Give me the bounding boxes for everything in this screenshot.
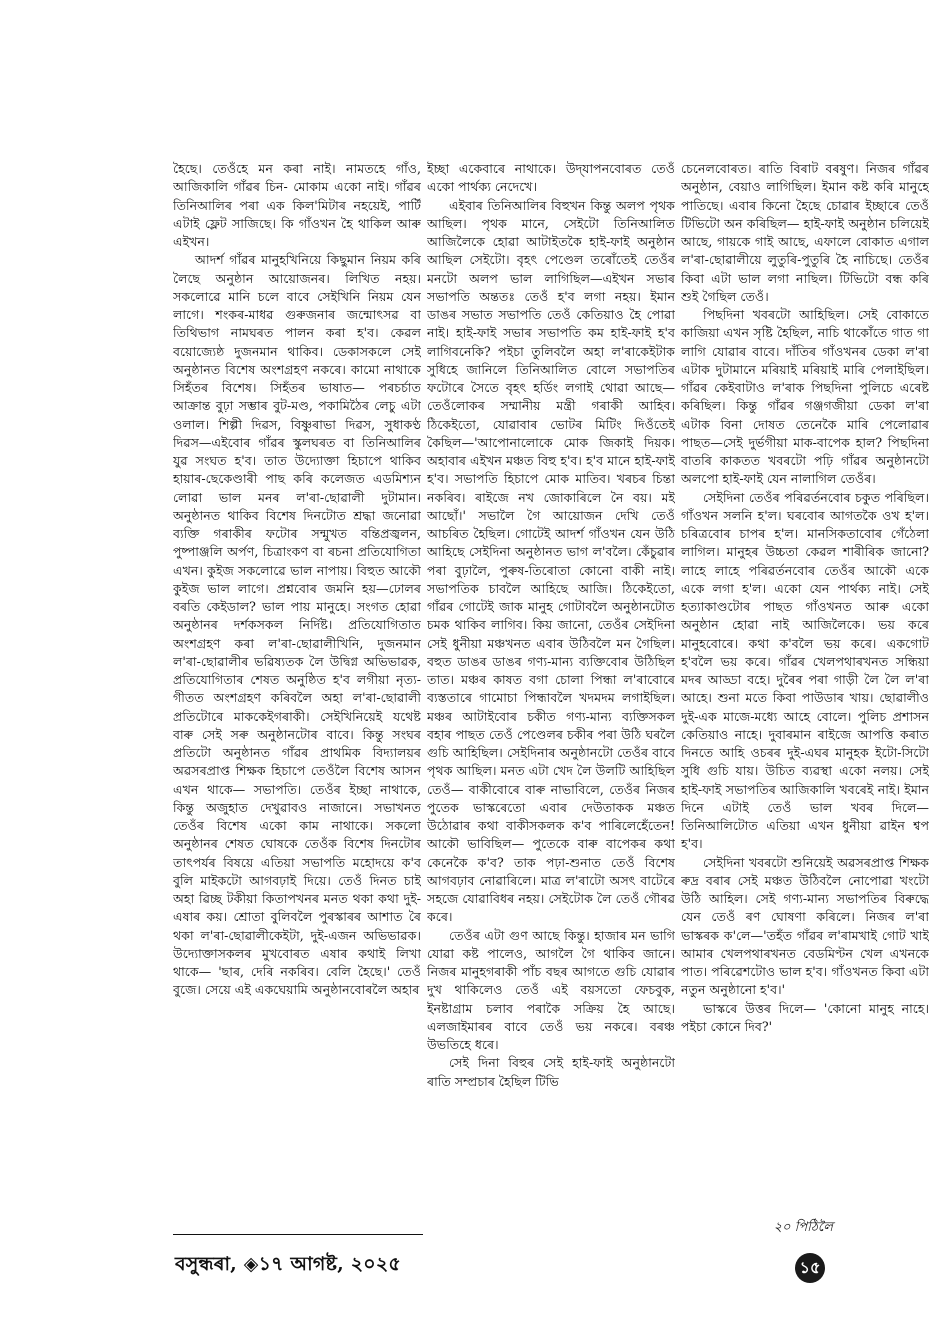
paragraph: এইবাৰ তিনিআলিৰ বিহুখন কিন্তু অলপ পৃথক আছিল। পৃথক মানে, সেইটো তিনিআলিত আজিলৈকে হোৱা আটাইতকৈ হাই-ফাই অনুষ্ঠান আছিল সেইটো। বৃহৎ পেণ্ডেল তৰোঁতেই তেওঁৰ মনটো অলপ ভাল লাগিছিল—এইখন সভাৰ সভাপতি অন্ততঃ তেওঁ হ'ব লগা নহয়। ইমান ডাঙৰ সভাত সভাপতি তেওঁ কেতিয়াও হৈ পোৱা নাই। হাই-ফাই সভাৰ সভাপতি কম হাই-ফাই হ'ব লাগিবনেকি? পইচা তুলিবলৈ অহা ল'ৰাকেইটাক সুধিহে জানিলে তিনিআলিত বোলে সভাপতিৰ ফটোৰে সৈতে বৃহৎ হৰ্ডিং লগাই থোৱা আছে—তেওঁলোকৰ সম্মানীয় মন্ত্ৰী গৰাকী আহিব। ঠিকেইতো, যোৱাবাৰ ভোটৰ মিটিং দিওঁতেই কৈছিল—'আপোনালোকে মোক জিকাই দিয়ক। অহাবাৰ এইখন মঞ্চত বিহু হ'ব। হ'ব মানে হাই-ফাই হ'ব। সভাপতি হিচাপে মোক মাতিব। খৰচৰ চিন্তা নকৰিব। ৰাইজে নখ জোকাৰিলে নৈ বয়। মই আছোঁ।' সভালৈ গৈ আয়োজন দেখি তেওঁ আচৰিত হৈছিল। গোটেই আদৰ্শ গাঁওখন যেন উঠি আহিছে সেইদিনা অনুষ্ঠানত ভাগ ল'বলৈ। কেঁচুৱাৰ পৰা বুঢ়ালৈ, পুৰুষ-তিৰোতা কোনো বাকী নাই। সভাপতিক চাবলৈ আহিছে আজি। ঠিকেইতো, গাঁৱৰ গোটেই জাক মানুহ গোটাবলৈ অনুষ্ঠানটোত চমক থাকিব লাগিব। কিয় জানো, তেওঁৰ সেইদিনা সেই ধুনীয়া মঞ্চখনত এবাৰ উঠিবলৈ মন গৈছিল। বহুত ডাঙৰ ডাঙৰ গণ্য-মান্য ব্যক্তিবোৰ উঠিছিল তাত। মঞ্চৰ কাষত বগা চোলা পিন্ধা ল'ৰাবোৰে ব্যস্ততাৰে গামোচা পিন্ধাবলৈ খদমদম লগাইছিল। মঞ্চৰ আটাইবোৰ চকীত গণ্য-মান্য ব্যক্তিসকল বহাৰ পাছত তেওঁ পেণ্ডেলৰ চকীৰ পৰা উঠি ঘৰলৈ গুচি আহিছিল। সেইদিনাৰ অনুষ্ঠানটো তেওঁৰ বাবে পৃথক আছিল। মনত এটা খেদ লৈ উলটি আহিছিল তেওঁ— বাকীবোৰে বাৰু নাভাবিলে, তেওঁৰ নিজৰ পুতেক ভাস্কৰেতো এবাৰ দেউতাকক মঞ্চত উঠোৱাৰ কথা বাকীসকলক ক'ব পাৰিলেহেঁতেন! আকৌ ভাবিছিল— পুতেকে বাৰু বাপেকৰ কথা কেনেকৈ ক'ব? তাক পঢ়া-শুনাত তেওঁ বিশেষ আগবঢ়াব নোৱাৰিলে। মাত্ৰ ল'ৰাটো অসৎ বাটেৰে সহজে যোৱাবিধৰ নহয়। সেইটোক লৈ তেওঁ গৌৰৱ কৰে।	[427, 197, 675, 925]
paragraph: হৈছে। তেওঁহে মন কৰা নাই। নামতহে গাঁও, আজিকালি গাঁৱৰ চিন- মোকাম একো নাই। গাঁৱৰ তিনিআলিৰ পৰা এক কিল'মিটাৰ নহয়েই, পাৰ্টি এটাই ফ্লেট সাজিছে। কি গাঁওখন হৈ থাকিল আৰু এইখন।	[173, 161, 421, 249]
paragraph: সেই দিনা বিহুৰ সেই হাই-ফাই অনুষ্ঠানটো ৰাতি সম্প্ৰচাৰ হৈছিল টিভি	[427, 1055, 675, 1089]
paragraph: ভাস্কৰে উত্তৰ দিলে— 'কোনো মানুহ নাহে। পইচা কোনে দিব?'	[681, 1000, 929, 1034]
footer-rule	[173, 1234, 423, 1235]
paragraph: সেইদিনা খবৰটো শুনিয়েই অৱসৰপ্ৰাপ্ত শিক্ষক ৰুদ্ৰ বৰাৰ সেই মঞ্চত উঠিবলৈ নোপোৱা খংটো উঠি আহিল। সেই গণ্য-মান্য সভাপতিৰ বিৰুদ্ধে যেন তেওঁ ৰণ ঘোষণা কৰিলে। নিজৰ ল'ৰা ভাস্কৰক ক'লে—'তহঁত গাঁৱৰ ল'ৰামখাই গোট খাই আমাৰ খেলপথাৰখনত বেডমিণ্টন খেল এখনকে পাত। পৰিৱেশটোও ভাল হ'ব। গাঁওখনত কিবা এটা নতুন অনুষ্ঠানো হ'ব।'	[681, 854, 929, 998]
text-column-3	[681, 160, 929, 1228]
continued-on-label: ২০ পিঠিলৈ	[773, 1220, 833, 1235]
text-column-2	[427, 160, 675, 1228]
paragraph: সেইদিনা তেওঁৰ পৰিৱৰ্তনবোৰ চকুত পৰিছিল। গাঁওখন সলনি হ'ল। ঘৰবোৰ আগতকৈ ওখ হ'ল। চৰিত্ৰবোৰ চাপৰ হ'ল। মানসিকতাবোৰ গেঁঠেলা লাগিল। মানুহৰ উচ্চতা কেৱল শাৰীৰিক জানো? লাহে লাহে পৰিৱৰ্তনবোৰ তেওঁৰ আকৌ একে একে লগা হ'ল। একো যেন পাৰ্থক্য নাই। সেই হত্যাকাণ্ডটোৰ পাছত গাঁওখনত আৰু একো অনুষ্ঠান হোৱা নাই আজিলৈকে। ভয় কৰে মানুহবোৰে। কথা ক'বলৈ ভয় কৰে। একগোট হ'বলৈ ভয় কৰে। গাঁৱৰ খেলপথাৰখনত সন্ধিয়া মদৰ আড্ডা বহে। দুৰৈৰ পৰা গাড়ী লৈ লৈ ল'ৰা আহে। শুনা মতে কিবা পাউডাৰ খায়। ছোৱালীও দুই-এক মাজে-মধ্যে আহে বোলে। পুলিচ প্ৰশাসন কেতিয়াও নাহে। দুবাৰমান ৰাইজে আপত্তি কৰাত দিনতে আহি ওচৰৰ দুই-এঘৰ মানুহক ইটো-সিটো সুধি গুচি যায়। উচিত ব্যৱস্থা একো নলয়। সেই হাই-ফাই সভাপতিৰ আজিকালি খবৰেই নাই। ইমান দিনে এটাই তেওঁ ভাল খবৰ দিলে— তিনিআলিটোত এতিয়া এখন ধুনীয়া ৱাইন শ্বপ হ'ব।	[681, 489, 929, 852]
footer-masthead: বসুন্ধৰা, ◈১৭ আগষ্ট, ২০২৫	[175, 1253, 401, 1275]
text-column-1	[173, 160, 421, 1228]
paragraph: আদৰ্শ গাঁৱৰ মানুহখিনিয়ে কিছুমান নিয়ম কৰি লৈছে অনুষ্ঠান আয়োজনৰ। লিখিত নহয়। সকলোৱে মানি চলে বাবে সেইখিনি নিয়ম যেন লাগে। শংকৰ-মাধৱ গুৰুজনাৰ জন্মোৎসৱ বা তিথিভাগ নামঘৰত পালন কৰা হ'ব। কেৱল বয়োজ্যেষ্ঠ দুজনমান থাকিব। ডেকাসকলে সেই অনুষ্ঠানত বিশেষ অংশগ্ৰহণ নকৰে। কামো নাথাকে সিহঁতৰ বিশেষ। সিহঁতৰ ভাষাত— পৰচৰ্চাত আক্ৰান্ত বুঢ়া সম্ভাৰ বুট-মণ্ড, পকামিঠৈৰ লেচু এটা ওলাল। শিল্পী দিৱস, বিষ্ণুৰাভা দিৱস, সুধাকণ্ঠ দিৱস—এইবোৰ গাঁৱৰ স্কুলঘৰত বা তিনিআলিৰ যুৱ সংঘত হ'ব। তাত উদ্যোক্তা হিচাপে থাকিব হায়াৰ-ছেকেণ্ডাৰী পাছ কৰি কলেজত এডমিশ্যন লোৱা ভাল মনৰ ল'ৰা-ছোৱালী দুটামান। অনুষ্ঠানত থাকিব বিশেষ দিনটোত শ্ৰদ্ধা জনোৱা ব্যক্তি গৰাকীৰ ফটোৰ সন্মুখত বন্তিপ্ৰজ্বলন, পুষ্পাঞ্জলি অৰ্পণ, চিত্ৰাংকণ বা ৰচনা প্ৰতিযোগিতা এখন। কুইজ সকলোৱে ভাল নাপায়। বিহুত আকৌ কুইজ ভাল লাগে। প্ৰশ্নবোৰ জমনি হয়—ঢোলৰ বৰতি কেইডাল? ভাল পায় মানুহে। সংগত হোৱা অনুষ্ঠানৰ দৰ্শকসকল নিৰ্দিষ্ট। প্ৰতিযোগিতাত অংশগ্ৰহণ কৰা ল'ৰা-ছোৱালীখিনি, দুজনমান ল'ৰা-ছোৱালীৰ ভৱিষ্যতক লৈ উদ্বিগ্ন অভিভাৱক, প্ৰতিযোগিতাৰ শেষত অনুষ্ঠিত হ'ব লগীয়া নৃত্য-গীতত অংশগ্ৰহণ কৰিবলৈ অহা ল'ৰা-ছোৱালী প্ৰতিটোৰে মাককেইগৰাকী। সেইখিনিয়েই যথেষ্ট বাৰু সেই সৰু অনুষ্ঠানটোৰ বাবে। কিন্তু সংঘৰ প্ৰতিটো অনুষ্ঠানত গাঁৱৰ প্ৰাথমিক বিদ্যালয়ৰ অৱসৰপ্ৰাপ্ত শিক্ষক হিচাপে তেওঁলৈ বিশেষ আসন এখন থাকে— সভাপতি। তেওঁৰ ইচ্ছা নাথাকে, কিন্তু অজুহাত দেখুৱাবও নাজানে। সভাখনত তেওঁৰ বিশেষ একো কাম নাথাকে। সকলো অনুষ্ঠানৰ শেষত ঘোষকে তেওঁক বিশেষ দিনটোৰ তাৎপৰ্যৰ বিষয়ে এতিয়া সভাপতি মহোদয়ে ক'ব বুলি মাইকটো আগবঢ়াই দিয়ে। তেওঁ দিনত চাই অহা ৱিচ্ছ টকীয়া কিতাপখনৰ মনত থকা কথা দুই-এষাৰ কয়। শ্ৰোতা বুলিবলৈ পুৰস্কাৰৰ আশাত ৰৈ থকা ল'ৰা-ছোৱালীকেইটা, দুই-এজন অভিভাৱক। উদ্যোক্তাসকলৰ মুখবোৰত এষাৰ কথাই লিখা থাকে— 'ছাৰ, দেৰি নকৰিব। বেলি হৈছে।' তেওঁ বুজে। সেয়ে এই একঘেয়ামি অনুষ্ঠানবোৰলৈ অহাৰ	[173, 252, 421, 998]
paragraph: ইচ্ছা একেবাৰে নাথাকে। উদ্‌যাপনবোৰত তেওঁ একো পাৰ্থক্য নেদেখে।	[427, 161, 675, 195]
page-number-badge: ১৫	[795, 1253, 825, 1283]
paragraph: চেনেলবোৰত। ৰাতি বিৰাট বৰষুণ। নিজৰ গাঁৱৰ অনুষ্ঠান, বেয়াও লাগিছিল। ইমান কষ্ট কৰি মানুহে পাতিছে। এবাৰ কিনো হৈছে চোৱাৰ ইচ্ছাৰে তেওঁ টিভিটো অন কৰিছিল— হাই-ফাই অনুষ্ঠান চলিয়েই আছে, গায়কে গাই আছে, এফালে বোকাত এগাল ল'ৰা-ছোৱালীয়ে লুতুৰি-পুতুৰি হৈ নাচিছে। তেওঁৰ কিবা এটা ভাল লগা নাছিল। টিভিটো বন্ধ কৰি শুই গৈছিল তেওঁ।	[681, 161, 929, 304]
paragraph: তেওঁৰ এটা গুণ আছে কিন্তু। হাজাৰ মন ভাগি যোৱা কষ্ট পালেও, আগলৈ গৈ থাকিব জানে। নিজৰ মানুহগৰাকী পাঁচ বছৰ আগতে গুচি যোৱাৰ দুখ থাকিলেও তেওঁ এই বয়সতো ফেচবুক, ইনষ্টাগ্ৰাম চলাব পৰাকৈ সক্ৰিয় হৈ আছে। এলজাইমাৰৰ বাবে তেওঁ ভয় নকৰে। বৰঞ্চ উভতিহে ধৰে।	[427, 927, 675, 1052]
paragraph: পিছদিনা খবৰটো আহিছিল। সেই বোকাতে কাজিয়া এখন সৃষ্টি হৈছিল, নাচি থাকোঁতে গাত গা লাগি যোৱাৰ বাবে। দাঁতিৰ গাঁওখনৰ ডেকা ল'ৰা এটাক দুটামানে মৰিয়াই মৰিয়াই মাৰি পেলাইছিল। গাঁৱৰ কেইবাটাও ল'ৰাক পিছদিনা পুলিচে এৰেষ্ট কৰিছিল। কিন্তু গাঁৱৰ গঞ্জগজীয়া ডেকা ল'ৰা এটাক বিনা দোষত তেনেকৈ মাৰি পেলোৱাৰ পাছত—সেই দুৰ্ভগীয়া মাক-বাপেক হাল? পিছদিনা বাতৰি কাকতত খবৰটো পঢ়ি গাঁৱৰ অনুষ্ঠানটো অলপো হাই-ফাই যেন নালাগিল তেওঁৰ।	[681, 307, 929, 487]
